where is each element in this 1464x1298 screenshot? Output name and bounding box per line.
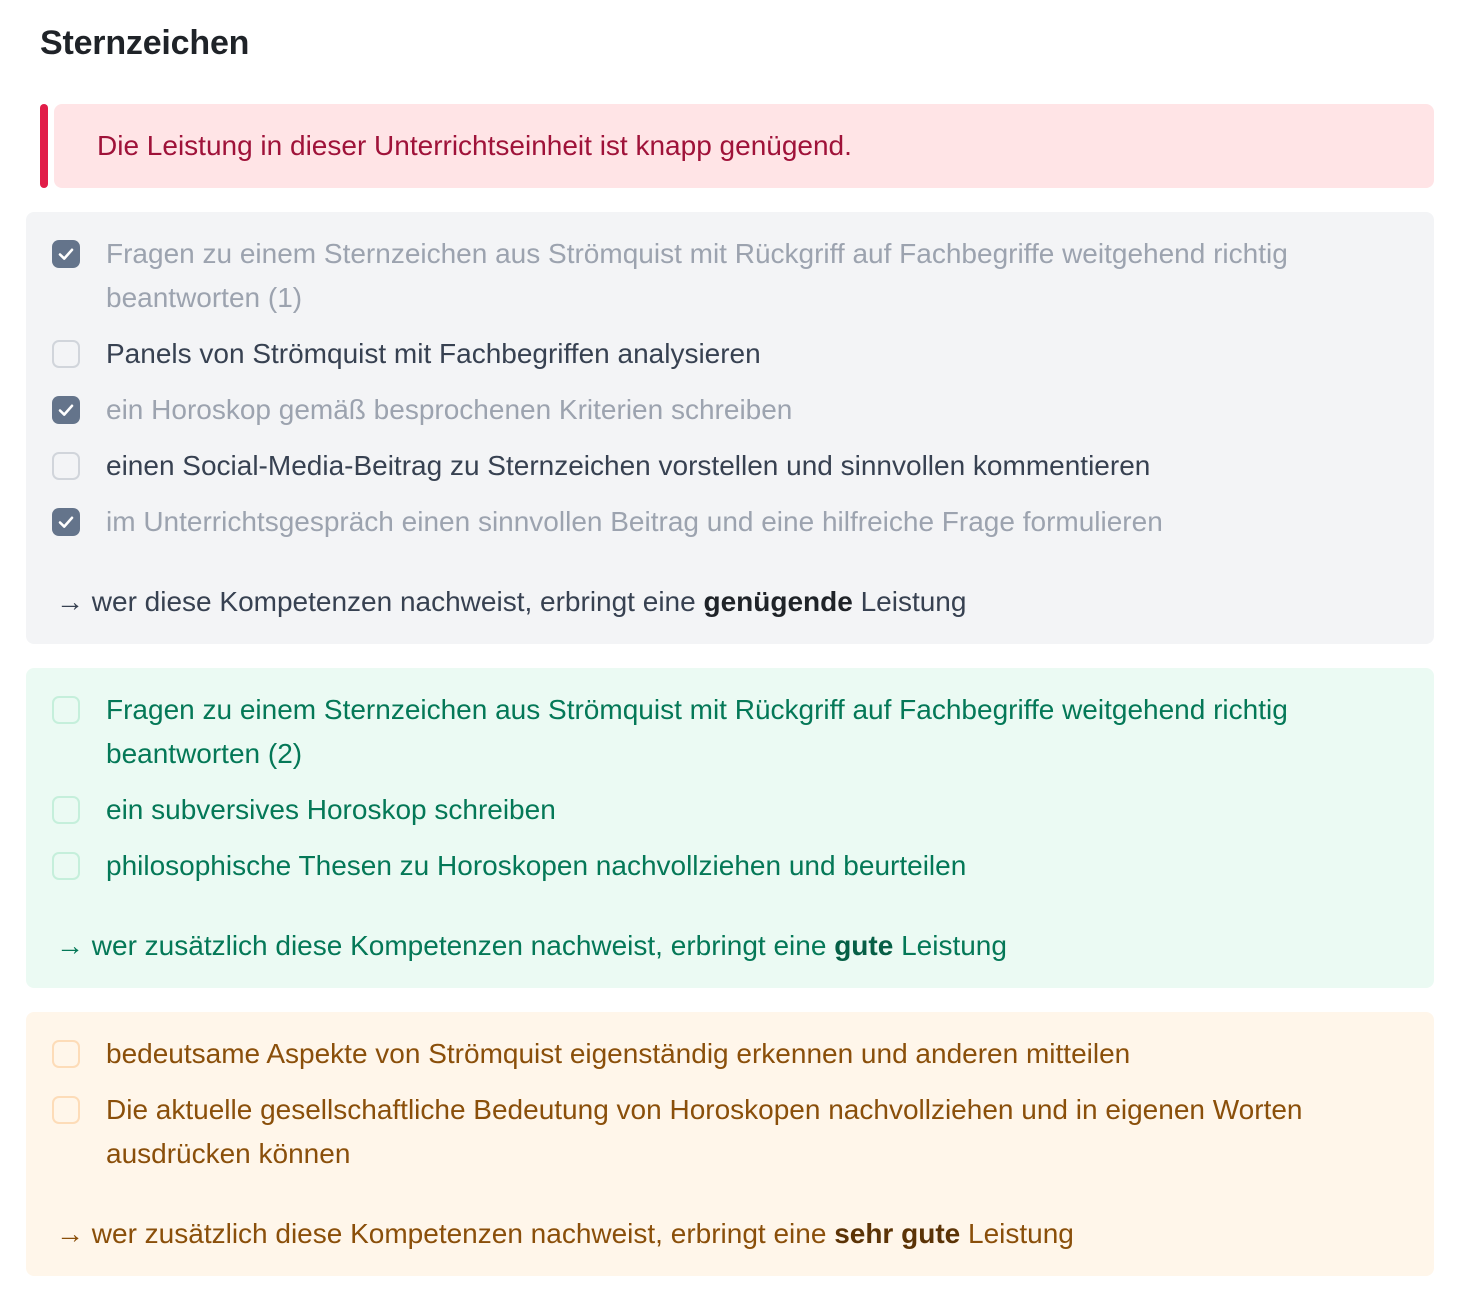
checklist-item <box>106 844 1386 888</box>
item-label: ein subversives Horoskop schreiben <box>106 794 556 825</box>
checkbox-unchecked[interactable] <box>52 796 80 824</box>
alert-box <box>54 104 1434 188</box>
checkbox-unchecked[interactable] <box>52 1096 80 1124</box>
checkmark-icon <box>52 396 80 424</box>
checklist-item <box>106 1032 1386 1076</box>
alert-accent-bar <box>40 104 48 188</box>
checklist-item <box>106 332 1386 376</box>
summary-suffix: Leistung <box>893 930 1007 961</box>
checklist-item <box>106 788 1386 832</box>
checkbox-unchecked[interactable] <box>52 852 80 880</box>
item-label: philosophische Thesen zu Horoskopen nachvollziehen und beurteilen <box>106 850 967 881</box>
level-summary <box>56 924 1007 968</box>
summary-grade: genügende <box>703 586 853 617</box>
summary-grade: sehr gute <box>834 1218 961 1249</box>
checklist-item <box>106 1088 1386 1176</box>
checkbox-checked[interactable] <box>52 396 80 424</box>
summary-prefix: → wer diese Kompetenzen nachweist, erbringt eine <box>56 586 704 617</box>
checkbox-unchecked[interactable] <box>52 1040 80 1068</box>
level-summary <box>56 1212 1074 1256</box>
page-title: Sternzeichen <box>40 24 250 62</box>
item-label: ein Horoskop gemäß besprochenen Kriterien schreiben <box>106 394 793 425</box>
checklist-item <box>106 444 1386 488</box>
grade-alert <box>40 104 1434 188</box>
checkbox-unchecked[interactable] <box>52 696 80 724</box>
checklist-item <box>106 500 1386 544</box>
summary-suffix: Leistung <box>960 1218 1074 1249</box>
checklist-item <box>106 232 1386 320</box>
competency-panel-very-good <box>26 1012 1434 1276</box>
competency-panel-good <box>26 668 1434 988</box>
checkbox-checked[interactable] <box>52 508 80 536</box>
alert-text: Die Leistung in dieser Unterrichtseinheit ist knapp genügend. <box>97 130 852 161</box>
level-summary <box>56 580 966 624</box>
summary-prefix: → wer zusätzlich diese Kompetenzen nachweist, erbringt eine <box>56 930 835 961</box>
item-label: einen Social-Media-Beitrag zu Sternzeichen vorstellen und sinnvollen kommentieren <box>106 450 1151 481</box>
summary-grade: gute <box>834 930 894 961</box>
item-label: Fragen zu einem Sternzeichen aus Strömquist mit Rückgriff auf Fachbegriffe weitgehend richtig beantworten (2) <box>106 694 1288 769</box>
summary-prefix: → wer zusätzlich diese Kompetenzen nachweist, erbringt eine <box>56 1218 835 1249</box>
checklist-item <box>106 388 1386 432</box>
item-label: Panels von Strömquist mit Fachbegriffen analysieren <box>106 338 761 369</box>
item-label: bedeutsame Aspekte von Strömquist eigenständig erkennen und anderen mitteilen <box>106 1038 1131 1069</box>
checkmark-icon <box>52 240 80 268</box>
checkbox-checked[interactable] <box>52 240 80 268</box>
checkbox-unchecked[interactable] <box>52 452 80 480</box>
item-label: Fragen zu einem Sternzeichen aus Strömquist mit Rückgriff auf Fachbegriffe weitgehend richtig beantworten (1) <box>106 238 1288 313</box>
checkbox-unchecked[interactable] <box>52 340 80 368</box>
competency-panel-sufficient <box>26 212 1434 644</box>
item-label: im Unterrichtsgespräch einen sinnvollen Beitrag und eine hilfreiche Frage formulieren <box>106 506 1163 537</box>
checkmark-icon <box>52 508 80 536</box>
item-label: Die aktuelle gesellschaftliche Bedeutung von Horoskopen nachvollziehen und in eigenen Worten ausdrücken können <box>106 1094 1303 1169</box>
checklist-item <box>106 688 1386 776</box>
summary-suffix: Leistung <box>852 586 967 617</box>
